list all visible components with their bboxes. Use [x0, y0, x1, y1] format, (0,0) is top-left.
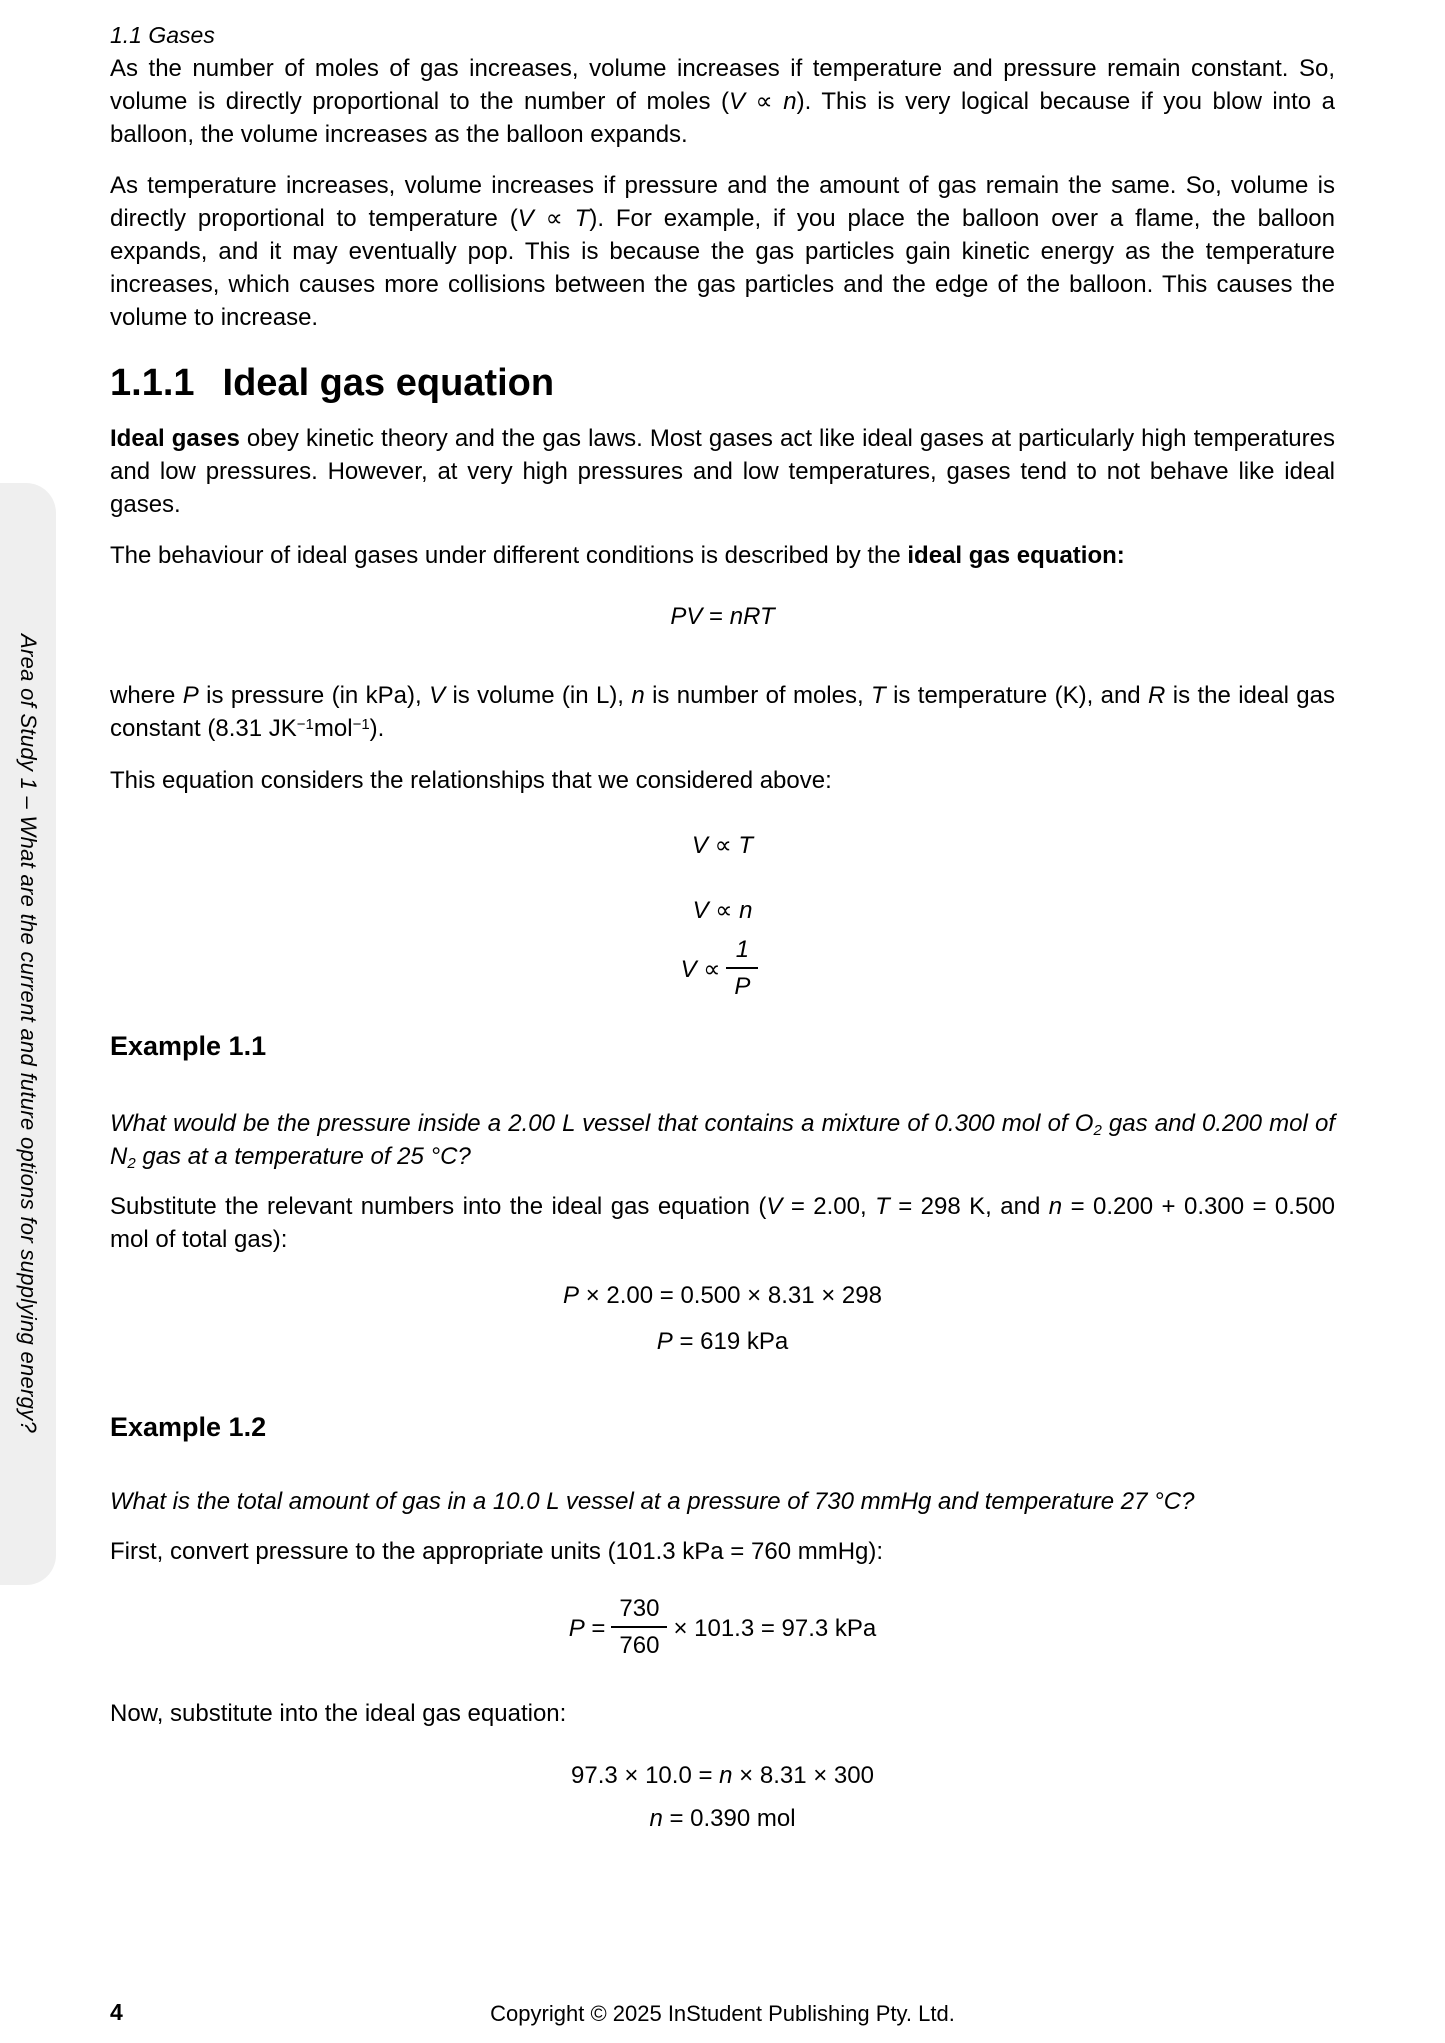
equation-example-1-2-result: n = 0.390 mol: [649, 1805, 796, 1832]
section-heading-ideal-gas-equation: [110, 360, 1335, 406]
sidebar-tab: [0, 483, 56, 1585]
equation-example-1-1-step: P × 2.00 = 0.500 × 8.31 × 298: [563, 1282, 882, 1309]
example-1-1-question: What would be the pressure inside a 2.00 L vessel that contains a mixture of 0.300 mol of $O_2$ gas and 0.200 mol of $N_2$ gas at a temperature of 25 °C?: [110, 1110, 1336, 1173]
paragraph-ideal-gases: Ideal gases obey kinetic theory and the gas laws. Most gases act like ideal gases at particularly high temperatures and low pressures. However, at very high pressures and low temperatures, gases tend to not behave like ideal gases.: [110, 425, 1335, 518]
equation-right-side: × 101.3 = 97.3 kPa: [673, 1614, 877, 1642]
paragraph-now-substitute: Now, substitute into the ideal gas equation:: [110, 1700, 567, 1727]
content-column: [110, 0, 1335, 1835]
fraction: [726, 933, 758, 1005]
sidebar-label: Area of Study 1 – What are the current and future options for supplying energy?: [16, 634, 41, 1434]
equation-example-1-2-step: 97.3 × 10.0 = n × 8.31 × 300: [571, 1762, 874, 1789]
fraction-numerator: 1: [735, 936, 750, 963]
fraction-denominator: 760: [611, 1626, 667, 1664]
copyright: Copyright © 2025 InStudent Publishing Pty. Ltd.: [490, 2001, 955, 2026]
fraction-numerator: 730: [619, 1595, 660, 1622]
equation-left-side: V ∝: [680, 955, 721, 983]
page-number: 4: [110, 1999, 123, 2025]
equation-v-propto-inverse-p: [110, 933, 1335, 1005]
equation-v-propto-n: V ∝ n: [692, 897, 753, 924]
equation-pressure-conversion: [110, 1592, 1335, 1664]
section-number: 1.1.1: [110, 362, 195, 404]
paragraph-temperature: As temperature increases, volume increases if pressure and the amount of gas remain the same. So, volume is directly proportional to temperature (V ∝ T). For example, if you place the balloon over a flame, the balloon expands, and it may eventually pop. This is because the gas particles gain kinetic energy as the temperature increases, which causes more collisions between the gas particles and the edge of the balloon. This causes the volume to increase.: [110, 172, 1335, 331]
paragraph-behaviour: The behaviour of ideal gases under different conditions is described by the ideal gas equation:: [110, 542, 1125, 569]
paragraph-relationships: This equation considers the relationships that we considered above:: [110, 767, 832, 794]
equation-v-propto-t: V ∝ T: [691, 832, 754, 859]
example-1-2-question: What is the total amount of gas in a 10.0 L vessel at a pressure of 730 mmHg and temperature 27 °C?: [110, 1488, 1195, 1515]
paragraph-substitute: Substitute the relevant numbers into the ideal gas equation (V = 2.00, T = 298 K, and n = 0.200 + 0.300 = 0.500 mol of total gas):: [110, 1193, 1335, 1253]
equation-pv-nrt: PV = nRT: [670, 603, 775, 630]
example-1-2-heading: Example 1.2: [110, 1412, 267, 1442]
paragraph-where: where P is pressure (in kPa), V is volume (in L), n is number of moles, T is temperature (K), and R is the ideal gas constant (8.31 $JK^{-1}mol^{-1}$).: [110, 682, 1336, 742]
equation-example-1-1-result: P = 619 kPa: [656, 1328, 789, 1355]
example-1-1-heading: Example 1.1: [110, 1031, 267, 1061]
section-title: Ideal gas equation: [222, 362, 555, 404]
fraction: [611, 1592, 667, 1664]
paragraph-moles: As the number of moles of gas increases, volume increases if temperature and pressure remain constant. So, volume is directly proportional to the number of moles (V ∝ n). This is very logical because if you blow into a balloon, the volume increases as the balloon expands.: [110, 55, 1335, 148]
equation-left-side: P =: [568, 1614, 606, 1642]
fraction-denominator: P: [726, 967, 758, 1005]
running-header-title: 1.1 Gases: [110, 22, 215, 48]
paragraph-convert: First, convert pressure to the appropriate units (101.3 kPa = 760 mmHg):: [110, 1538, 884, 1565]
